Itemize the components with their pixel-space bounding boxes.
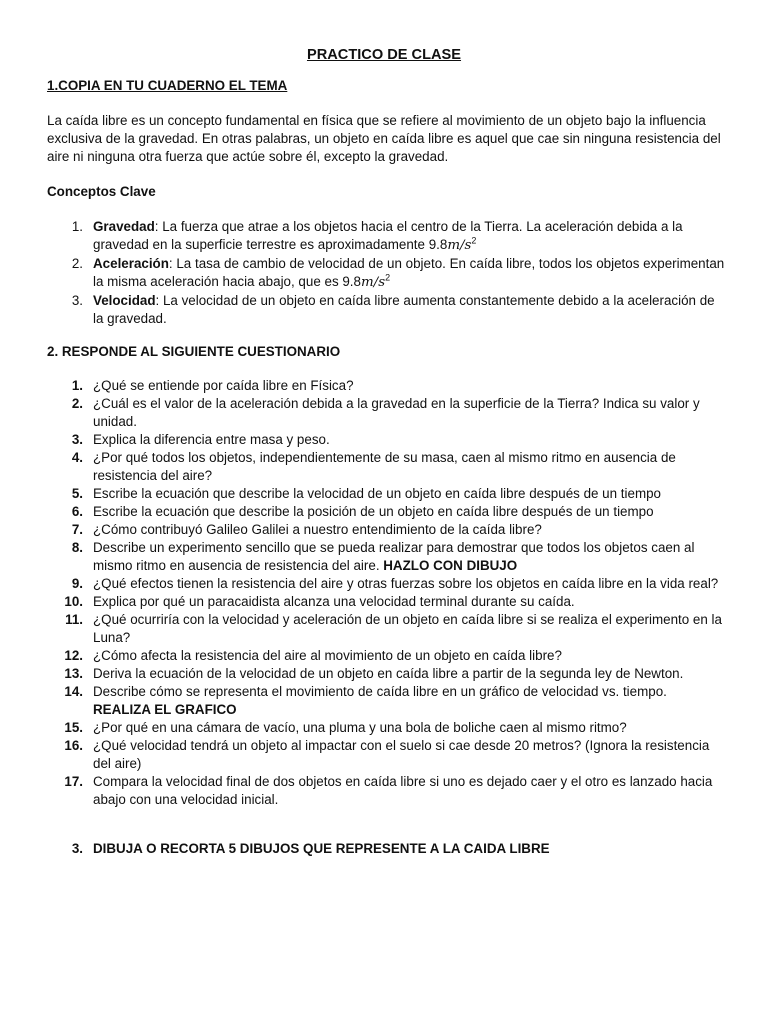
page-title: PRACTICO DE CLASE bbox=[306, 47, 462, 63]
concept-exponent: 2 bbox=[471, 235, 477, 246]
question-number: 9. bbox=[71, 576, 83, 591]
question-item bbox=[47, 449, 727, 485]
concept-unit: m/s bbox=[447, 238, 472, 253]
question-text: ¿Cómo afecta la resistencia del aire al movimiento de un objeto en caída libre? bbox=[93, 648, 562, 663]
question-item bbox=[47, 539, 727, 575]
questions-list bbox=[47, 377, 727, 809]
question-text: ¿Qué ocurriría con la velocidad y aceleración de un objeto en caída libre si se realiza el experimento en la Luna? bbox=[93, 612, 722, 645]
question-item bbox=[47, 377, 727, 395]
concept-text: : La tasa de cambio de velocidad de un objeto. En caída libre, todos los objetos experimentan la misma aceleración hacia abajo, que es 9.8 bbox=[93, 256, 725, 289]
concepts-list bbox=[47, 218, 727, 328]
concept-term: Gravedad bbox=[93, 219, 155, 234]
question-number: 2. bbox=[71, 396, 83, 411]
question-number: 1. bbox=[71, 378, 83, 393]
question-text: ¿Qué se entiende por caída libre en Física? bbox=[93, 378, 354, 393]
concept-item bbox=[47, 292, 727, 328]
concept-text: : La velocidad de un objeto en caída libre aumenta constantemente debido a la aceleración de la gravedad. bbox=[93, 293, 715, 326]
question-number: 12. bbox=[64, 648, 83, 663]
question-item bbox=[47, 395, 727, 431]
concept-term: Aceleración bbox=[93, 256, 169, 271]
question-text: ¿Por qué todos los objetos, independientemente de su masa, caen al mismo ritmo en ausencia de resistencia del aire? bbox=[93, 450, 676, 483]
section1-heading: 1.COPIA EN TU CUADERNO EL TEMA bbox=[47, 78, 288, 93]
question-item bbox=[47, 431, 727, 449]
question-number: 4. bbox=[71, 450, 83, 465]
question-item bbox=[47, 575, 727, 593]
question-item bbox=[47, 773, 727, 809]
question-number: 13. bbox=[64, 666, 83, 681]
question-number: 5. bbox=[71, 486, 83, 501]
question-text: Explica la diferencia entre masa y peso. bbox=[93, 432, 330, 447]
question-instruction: REALIZA EL GRAFICO bbox=[93, 702, 237, 717]
question-item bbox=[47, 503, 727, 521]
question-text: ¿Qué velocidad tendrá un objeto al impactar con el suelo si cae desde 20 metros? (Ignora la resistencia del aire) bbox=[93, 738, 710, 771]
question-item bbox=[47, 593, 727, 611]
question-text: Compara la velocidad final de dos objetos en caída libre si uno es dejado caer y el otro es lanzado hacia abajo con una velocidad inicial. bbox=[93, 774, 713, 807]
section2-heading: 2. RESPONDE AL SIGUIENTE CUESTIONARIO bbox=[47, 344, 341, 359]
question-number: 7. bbox=[71, 522, 83, 537]
question-item bbox=[47, 719, 727, 737]
section3-number: 3. bbox=[71, 841, 83, 856]
question-number: 17. bbox=[64, 774, 83, 789]
question-text: Describe cómo se representa el movimiento de caída libre en un gráfico de velocidad vs. tiempo. bbox=[93, 684, 667, 699]
concept-number: 3. bbox=[71, 293, 83, 308]
question-text: Describe un experimento sencillo que se pueda realizar para demostrar que todos los objetos caen al mismo ritmo en ausencia de resistencia del aire. bbox=[93, 540, 695, 573]
concept-item bbox=[47, 218, 727, 255]
concept-number: 1. bbox=[71, 219, 83, 234]
concept-exponent: 2 bbox=[385, 272, 391, 283]
question-text: ¿Cómo contribuyó Galileo Galilei a nuestro entendimiento de la caída libre? bbox=[93, 522, 542, 537]
section3-text: DIBUJA O RECORTA 5 DIBUJOS QUE REPRESENTE A LA CAIDA LIBRE bbox=[93, 841, 550, 856]
question-number: 15. bbox=[64, 720, 83, 735]
concept-item bbox=[47, 255, 727, 292]
question-text: ¿Cuál es el valor de la aceleración debida a la gravedad en la superficie de la Tierra? Indica su valor y unidad. bbox=[93, 396, 700, 429]
question-number: 16. bbox=[64, 738, 83, 753]
question-number: 14. bbox=[64, 684, 83, 699]
question-text: ¿Por qué en una cámara de vacío, una pluma y una bola de boliche caen al mismo ritmo? bbox=[93, 720, 627, 735]
question-item bbox=[47, 665, 727, 683]
question-item bbox=[47, 647, 727, 665]
question-text: Escribe la ecuación que describe la velocidad de un objeto en caída libre después de un tiempo bbox=[93, 486, 661, 501]
question-number: 6. bbox=[71, 504, 83, 519]
concepts-heading: Conceptos Clave bbox=[47, 184, 156, 199]
concept-number: 2. bbox=[71, 256, 83, 271]
question-number: 8. bbox=[71, 540, 83, 555]
question-text: Explica por qué un paracaidista alcanza una velocidad terminal durante su caída. bbox=[93, 594, 575, 609]
question-number: 11. bbox=[65, 612, 83, 627]
question-instruction: HAZLO CON DIBUJO bbox=[383, 558, 518, 573]
concept-unit: m/s bbox=[360, 275, 386, 290]
question-text: Escribe la ecuación que describe la posición de un objeto en caída libre después de un tiempo bbox=[93, 504, 654, 519]
intro-paragraph: La caída libre es un concepto fundamental en física que se refiere al movimiento de un objeto bajo la influencia exclusiva de la gravedad. En otras palabras, un objeto en caída libre es aquel que cae sin ninguna resistencia del aire ni ninguna otra fuerza que actúe sobre él, excepto la gravedad. bbox=[47, 113, 721, 164]
question-number: 3. bbox=[71, 432, 83, 447]
concept-term: Velocidad bbox=[93, 293, 156, 308]
concept-text: : La fuerza que atrae a los objetos hacia el centro de la Tierra. La aceleración debida a la gravedad en la superficie terrestre es aproximadamente 9.8 bbox=[93, 219, 683, 252]
question-text: Deriva la ecuación de la velocidad de un objeto en caída libre a partir de la segunda ley de Newton. bbox=[93, 666, 684, 681]
question-item bbox=[47, 683, 727, 719]
section3-heading bbox=[47, 840, 727, 858]
question-item bbox=[47, 737, 727, 773]
question-number: 10. bbox=[64, 594, 83, 609]
question-item bbox=[47, 485, 727, 503]
question-item bbox=[47, 611, 727, 647]
question-text: ¿Qué efectos tienen la resistencia del aire y otras fuerzas sobre los objetos en caída libre en la vida real? bbox=[93, 576, 719, 591]
question-item bbox=[47, 521, 727, 539]
